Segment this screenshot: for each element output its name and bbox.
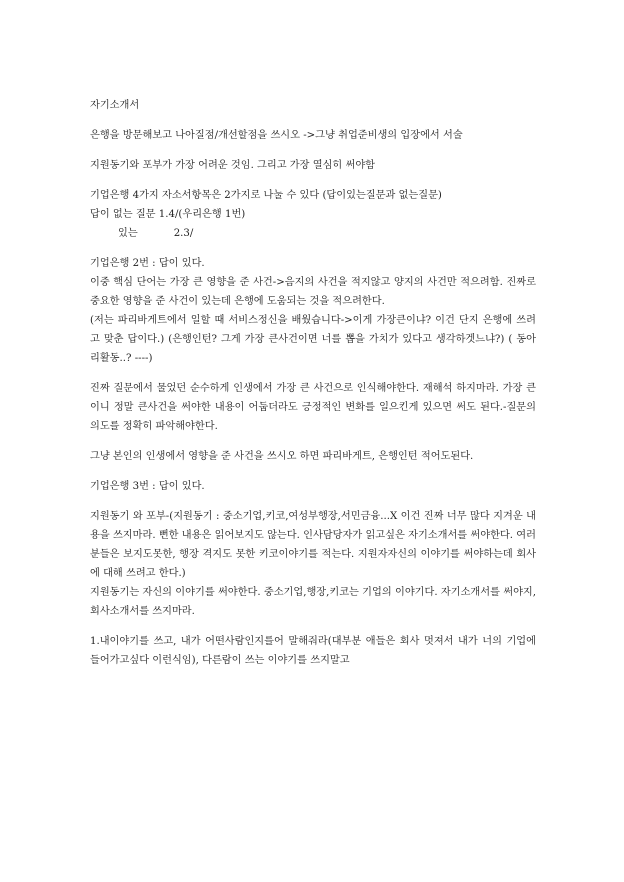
answer-numbers: 2.3/ <box>173 228 194 239</box>
paragraph-motivation-detail: 지원동기 와 포부-(지원동기 : 중소기업,키코,여성부행장,서민금융...X 이건 진짜 너무 많다 지겨운 내용을 쓰지마라. 뻔한 내용은 읽어보지도 않는다. 인사담당자가 읽고싶은 자기소개서를 써야한다. 여러분들은 보지도못한, 행장 격지도 못한 키코이야기를 적는다. 지원자자신의 이야기를 써야하는데 회사에 대해 쓰려고 한다.) <box>90 511 536 579</box>
paragraph-motivation-hardest: 지원동기와 포부가 가장 어려운 것임. 그리고 가장 열심히 써야함 <box>90 160 376 171</box>
paragraph-four-questions: 기업은행 4가지 자소서항목은 2가지로 나눌 수 있다 (답이있는질문과 없는질문) <box>90 190 442 201</box>
paragraph-answer-questions <box>90 224 536 243</box>
paragraph-question2-example: (저는 파리바게트에서 일할 때 서비스정신을 배웠습니다->이게 가장큰이냐? 이건 단지 은행에 쓰려고 맞춘 답이다.) (은행인턴? 그게 가장 큰사건이면 너를 뽑을 가치가 있다고 생각하겟느냐?) ( 동아리활동..? ----) <box>90 315 536 364</box>
paragraph-real-question: 진짜 질문에서 물었던 순수하게 인생에서 가장 큰 사건으로 인식해야한다. 재해석 하지마라. 가장 큰이니 정말 큰사건을 써야한 내용이 어둡더라도 긍정적인 변화를 일으킨게 있으면 써도 된다.-질문의 의도를 정확히 파악해야한다. <box>90 383 536 432</box>
paragraph-tip-1: 1.내이야기를 쓰고, 내가 어떤사람인지를어 말해줘라(대부분 애들은 회사 멋져서 내가 너의 기업에 들어가고싶다 이런식임), 다른람이 쓰는 이야기를 쓰지말고 <box>90 636 536 666</box>
paragraph-life-event: 그냥 본인의 인생에서 영향을 준 사건을 쓰시오 하면 파리바게트, 은행인턴 적어도된다. <box>90 451 474 462</box>
paragraph-visit-bank: 은행을 방문해보고 나아질점/개선할점을 쓰시오 ->그냥 취업준비생의 입장에서 서술 <box>90 130 463 141</box>
paragraph-no-answer-questions: 답이 없는 질문 1.4/(우리은행 1번) <box>90 209 246 220</box>
paragraph-question3-heading: 기업은행 3번 : 답이 있다. <box>90 481 205 492</box>
paragraph-motivation-own-story: 지원동기는 자신의 이야기를 써야한다. 중소기업,행장,키코는 기업의 이야기다. 자기소개서를 써야지, 회사소개서를 쓰지마라. <box>90 587 536 617</box>
answer-label: 있는 <box>118 228 138 239</box>
paragraph-question2-heading: 기업은행 2번 : 답이 있다. <box>90 258 205 269</box>
paragraph-question2-keyword: 이중 핵심 단어는 가장 큰 영향을 준 사건->음지의 사건을 적지않고 양지의 사건만 적으려함. 진짜로 중요한 영향을 준 사건이 있는데 은행에 도움되는 것을 적으려한다. <box>90 277 536 307</box>
document-title: 자기소개서 <box>90 100 140 111</box>
